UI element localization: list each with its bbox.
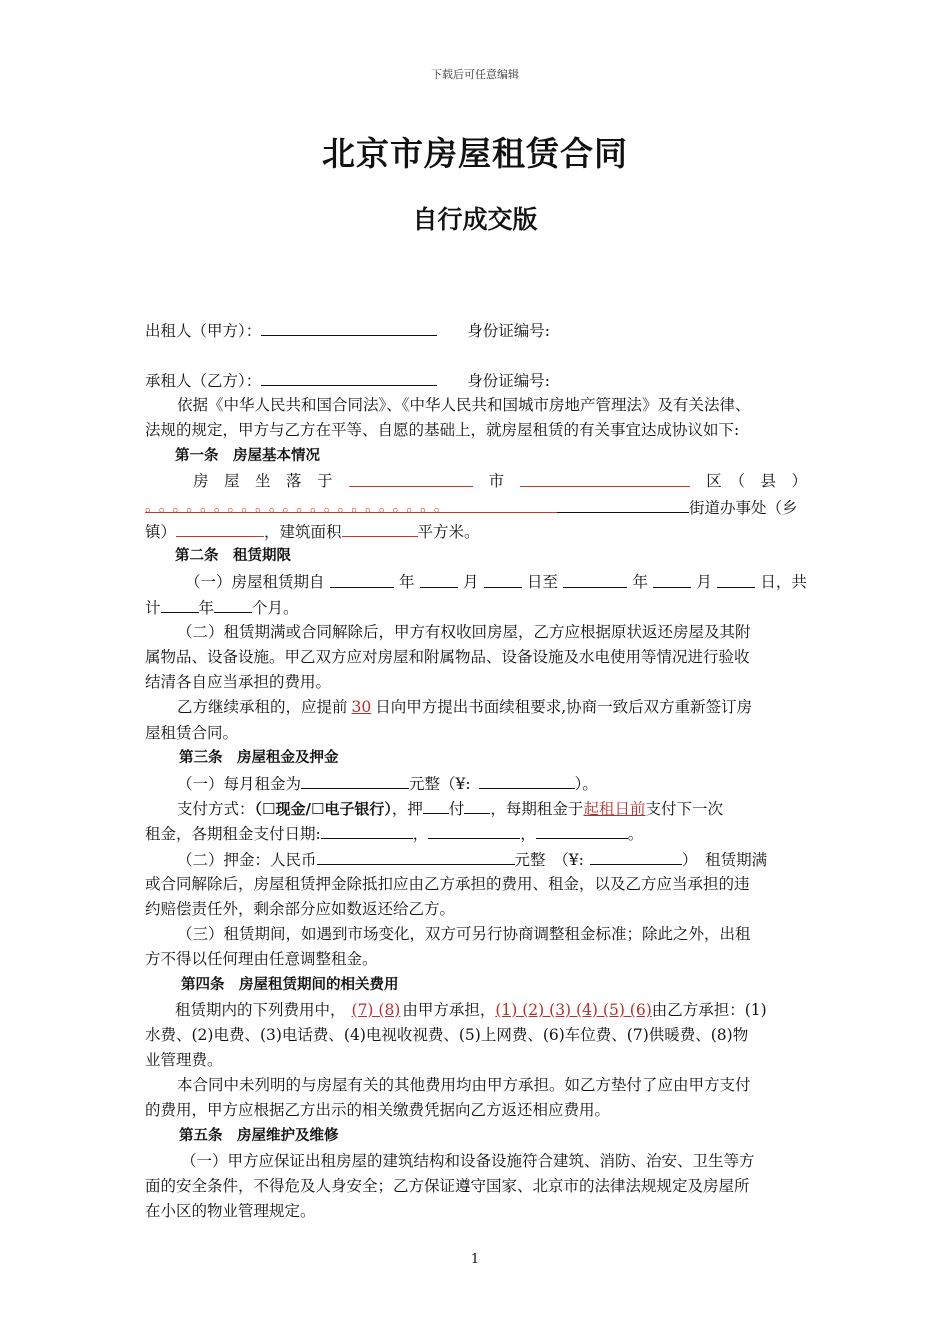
lessee-id-label: 身份证编号: (467, 372, 550, 390)
city-label: 市 (488, 471, 505, 490)
term-start-label: （一）房屋租赁期自 (185, 572, 325, 591)
header-note: 下载后可任意编辑 (431, 68, 519, 81)
renewal-label: 乙方继续承租的，应提前 (177, 698, 348, 717)
art2-p2-line-3: 结清各自应当承担的费用。 (145, 673, 332, 692)
art2-term-line (145, 570, 807, 595)
total-label: 计 (145, 598, 161, 617)
art4-p2-line-2: 的费用，甲方应根据乙方出示的相关缴费凭据向乙方返还相应费用。 (145, 1101, 611, 1120)
pay-months-label: 付 (448, 800, 465, 819)
art4-fees-list-end: 业管理费。 (145, 1051, 223, 1070)
document-title: 北京市房屋租赁合同 (322, 134, 628, 173)
end-year-field[interactable] (563, 570, 627, 588)
art3-p3-line-2: 方不得以任何理由任意调整租金。 (145, 950, 378, 969)
deposit-close: ） 租赁期满 (681, 850, 768, 869)
art5-p1-line-2: 面的安全条件，不得危及人身安全；乙方保证遵守国家、北京市的法律法规规定及房屋所 (145, 1177, 750, 1195)
rent-amount-field[interactable] (301, 771, 409, 789)
article-5-heading: 第五条 房屋维护及维修 (179, 1127, 339, 1144)
start-month-label: 月 (462, 572, 479, 591)
total-years-label: 年 (198, 598, 215, 617)
deposit-amount-field[interactable] (317, 847, 515, 865)
rent-label: （一）每月租金为 (177, 775, 302, 793)
article-3-heading: 第三条 房屋租金及押金 (179, 749, 339, 766)
total-years-field[interactable] (161, 595, 199, 613)
lessee-name-field[interactable] (261, 368, 437, 386)
art2-total-line (145, 595, 807, 620)
deposit-months-label: ，押 (391, 800, 423, 819)
art4-fees-line (145, 998, 807, 1023)
article-1-heading: 第一条 房屋基本情况 (175, 447, 320, 464)
rent-number-field[interactable] (479, 771, 575, 789)
area-unit: 平方米。 (417, 523, 480, 542)
payment-options[interactable]: （☐现金/☐电子银行） (254, 800, 392, 819)
art2-renewal-line (145, 695, 807, 720)
art2-renewal-line-2: 屋租赁合同。 (145, 723, 239, 742)
next-payment-label: 支付下一次 (645, 800, 723, 819)
area-label: ，建筑面积 (264, 523, 342, 542)
document-subtitle: 自行成交版 (412, 205, 538, 234)
sep-period: 。 (627, 825, 644, 844)
art3-deposit-line (145, 847, 807, 872)
art2-p2-line-2: 属物品、设备设施。甲乙双方应对房屋和附属物品、设备设施及水电使用等情况进行验收 (145, 648, 750, 667)
lessee-bears-label: 由乙方承担：(1) (651, 1000, 767, 1019)
lessor-name-field[interactable] (261, 318, 437, 336)
term-to-label: 日至 (526, 572, 558, 591)
pay-time-value: 起租日前 (583, 800, 646, 819)
art1-location-line (145, 469, 807, 494)
rent-close: ）。 (574, 775, 598, 793)
art5-p1-line-1: （一）甲方应保证出租房屋的建筑结构和设备设施符合建筑、消防、治安、卫生等方 (181, 1151, 755, 1170)
document-body (145, 318, 807, 1224)
pay-time-label: ，每期租金于 (490, 800, 584, 819)
district-label: 区 （ 县 ） (706, 471, 807, 490)
art4-fees-list: 水费、(2)电费、(3)电话费、(4)电视收视费、(5)上网费、(6)车位费、(7)供暖费、(8)物 (145, 1025, 749, 1044)
total-months-field[interactable] (214, 595, 252, 613)
art1-street-line (145, 494, 807, 519)
deposit-number-field[interactable] (590, 847, 682, 865)
art4-p2-line-1: 本合同中未列明的与房屋有关的其他费用均由甲方承担。如乙方垫付了应由甲方支付 (177, 1076, 751, 1095)
town-field[interactable] (176, 519, 264, 537)
renewal-days: 30 (351, 698, 372, 717)
term-end-label: 日，共 (760, 572, 807, 591)
street-office-label: 街道办事处（乡 (689, 498, 798, 517)
art3-deposit-line-2: 或合同解除后，房屋租赁押金除抵扣应由乙方承担的费用、租金，以及乙方应当承担的违 (145, 874, 750, 893)
payment-date-3-field[interactable] (536, 821, 628, 839)
art2-p2-line-1: （二）租赁期满或合同解除后，甲方有权收回房屋，乙方应根据原状返还房屋及其附 (177, 622, 751, 641)
renewal-text: 日向甲方提出书面续租要求,协商一致后双方重新签订房 (375, 698, 753, 717)
lessor-bears-label: 由甲方承担， (402, 1000, 496, 1019)
art1-location-label: 房 屋 坐 落 于 (193, 471, 333, 490)
lessor-id-label: 身份证编号: (467, 322, 550, 340)
fees-intro: 租赁期内的下列费用中， (175, 1000, 346, 1019)
art3-p3-line-1: （三）租赁期间，如遇到市场变化，双方可另行协商调整租金标准；除此之外，出租 (177, 925, 751, 944)
start-month-field[interactable] (420, 570, 458, 588)
deposit-months-field[interactable] (423, 796, 449, 814)
lessor-fee-items: (7) (8) (351, 1000, 401, 1019)
town-label: 镇） (145, 523, 177, 542)
address-dots: 。。。。。。。。。。。。。。。。。。。。。。 (145, 494, 557, 513)
payment-method-label: 支付方式： (177, 800, 255, 819)
city-field[interactable] (349, 469, 473, 487)
start-year-field[interactable] (330, 570, 394, 588)
lessor-label: 出租人（甲方）： (145, 322, 262, 340)
district-field[interactable] (520, 469, 690, 487)
lessee-fee-items: (1) (2) (3) (4) (5) (6) (495, 1000, 652, 1019)
art3-payment-line (145, 796, 807, 821)
article-2-heading: 第二条 租赁期限 (175, 548, 291, 565)
sep-comma: ， (412, 825, 429, 844)
end-month-field[interactable] (653, 570, 691, 588)
payment-date-2-field[interactable] (428, 821, 520, 839)
lessee-row (145, 368, 807, 393)
rent-yuan-label: 元整（¥: (409, 775, 471, 793)
pay-months-field[interactable] (464, 796, 490, 814)
art1-area-line (145, 519, 807, 544)
art3-deposit-line-3: 约赔偿责任外，剩余部分应如数返还给乙方。 (145, 899, 456, 918)
lessee-label: 承租人（乙方）： (145, 372, 262, 390)
lessor-row (145, 318, 807, 368)
total-months-label: 个月。 (252, 598, 299, 617)
deposit-yuan-label: 元整 （¥: (514, 850, 584, 869)
page-number: 1 (470, 1252, 480, 1267)
art5-p1-line-3: 在小区的物业管理规定。 (145, 1202, 316, 1221)
payment-date-1-field[interactable] (321, 821, 413, 839)
area-field[interactable] (342, 519, 418, 537)
intro-line-1: 依据《中华人民共和国合同法》、《中华人民共和国城市房地产管理法》及有关法律、 (177, 396, 751, 415)
end-day-field[interactable] (717, 570, 755, 588)
start-year-label: 年 (398, 572, 415, 591)
sep-comma: ， (520, 825, 536, 844)
deposit-label: （二）押金：人民币 (177, 850, 317, 869)
art3-rent-line (145, 771, 807, 796)
start-day-field[interactable] (484, 570, 522, 588)
art3-payment-dates-line (145, 821, 807, 846)
end-month-label: 月 (696, 572, 712, 591)
end-year-label: 年 (632, 572, 648, 591)
payment-dates-label: 租金，各期租金支付日期: (145, 825, 321, 844)
street-field[interactable] (557, 495, 689, 513)
article-4-heading: 第四条 房屋租赁期间的相关费用 (181, 976, 399, 993)
intro-line-2: 法规的规定，甲方与乙方在平等、自愿的基础上，就房屋租赁的有关事宜达成协议如下: (145, 421, 740, 440)
